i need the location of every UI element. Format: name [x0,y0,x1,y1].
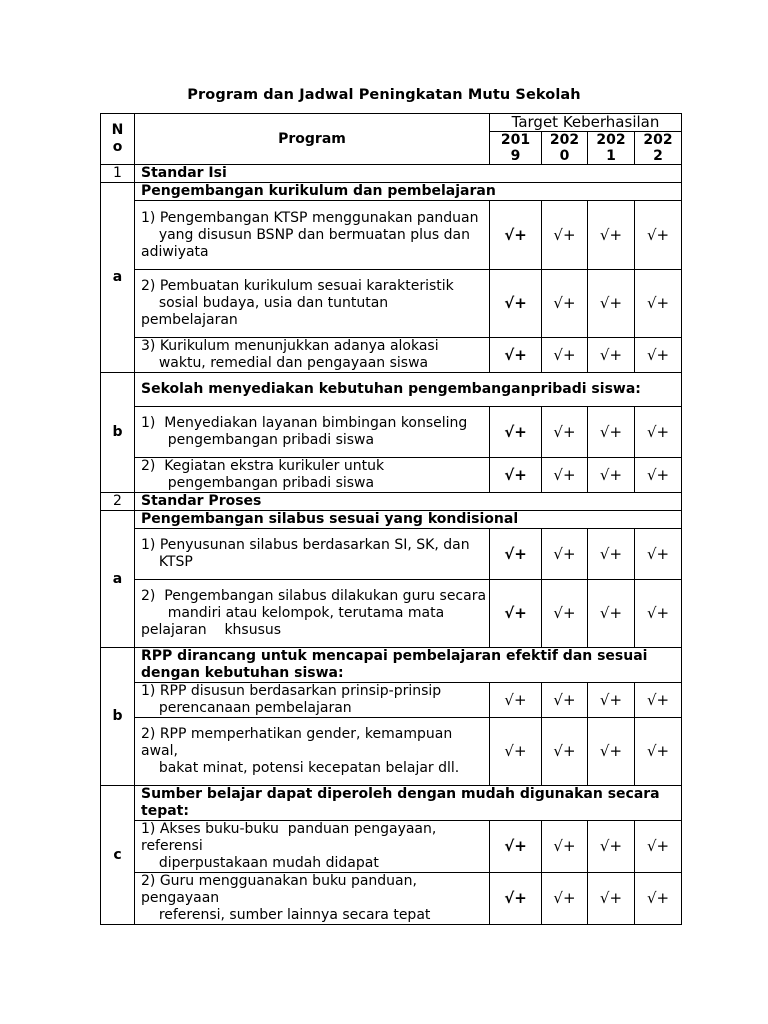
check-2021: √+ [588,580,635,648]
check-2019: √+ [490,873,542,925]
check-2021: √+ [588,270,635,338]
check-2020: √+ [542,407,588,458]
sub-letter: a [101,183,135,373]
check-2021: √+ [588,529,635,580]
check-2022: √+ [635,201,682,270]
header-no: N o [101,114,135,165]
section-number: 2 [101,493,135,511]
check-2022: √+ [635,338,682,373]
check-2020: √+ [542,718,588,786]
header-year-2020: 202 0 [542,132,588,165]
check-2022: √+ [635,718,682,786]
check-2021: √+ [588,683,635,718]
sub-letter: b [101,373,135,493]
check-2019: √+ [490,718,542,786]
check-2022: √+ [635,683,682,718]
check-2019: √+ [490,529,542,580]
program-schedule-table [100,113,682,925]
check-2019: √+ [490,407,542,458]
program-item: 2) Guru mengguanakan buku panduan, pengayaan referensi, sumber lainnya secara tepat [135,873,490,925]
program-item: 2) RPP memperhatikan gender, kemampuan awal, bakat minat, potensi kecepatan belajar dll. [135,718,490,786]
check-2022: √+ [635,270,682,338]
header-year-2021: 202 1 [588,132,635,165]
check-2022: √+ [635,529,682,580]
check-2021: √+ [588,718,635,786]
program-item: 2) Pembuatan kurikulum sesuai karakteristik sosial budaya, usia dan tuntutan pembelajaran [135,270,490,338]
program-item: 3) Kurikulum menunjukkan adanya alokasi waktu, remedial dan pengayaan siswa [135,338,490,373]
check-2019: √+ [490,458,542,493]
check-2021: √+ [588,873,635,925]
check-2020: √+ [542,201,588,270]
check-2021: √+ [588,821,635,873]
program-item: 1) Menyediakan layanan bimbingan konseling pengembangan pribadi siswa [135,407,490,458]
check-2022: √+ [635,458,682,493]
program-item: 1) Akses buku-buku panduan pengayaan, referensi diperpustakaan mudah didapat [135,821,490,873]
sub-heading: RPP dirancang untuk mencapai pembelajaran efektif dan sesuai dengan kebutuhan siswa: [135,648,682,683]
check-2021: √+ [588,458,635,493]
check-2019: √+ [490,683,542,718]
program-item: 2) Kegiatan ekstra kurikuler untuk pengembangan pribadi siswa [135,458,490,493]
sub-letter: a [101,511,135,648]
sub-heading: Sekolah menyediakan kebutuhan pengembanganpribadi siswa: [135,373,682,407]
check-2019: √+ [490,580,542,648]
header-target: Target Keberhasilan [490,114,682,132]
page-title: Program dan Jadwal Peningkatan Mutu Sekolah [187,87,581,103]
check-2020: √+ [542,873,588,925]
header-year-2019: 201 9 [490,132,542,165]
check-2019: √+ [490,338,542,373]
check-2020: √+ [542,683,588,718]
program-item: 1) RPP disusun berdasarkan prinsip-prinsip perencanaan pembelajaran [135,683,490,718]
sub-heading: Sumber belajar dapat diperoleh dengan mudah digunakan secara tepat: [135,786,682,821]
check-2022: √+ [635,407,682,458]
program-item: 2) Pengembangan silabus dilakukan guru secara mandiri atau kelompok, terutama mata pelajaran khsusus [135,580,490,648]
sub-letter: c [101,786,135,925]
check-2021: √+ [588,201,635,270]
check-2020: √+ [542,338,588,373]
check-2021: √+ [588,338,635,373]
check-2022: √+ [635,821,682,873]
sub-heading: Pengembangan silabus sesuai yang kondisional [135,511,682,529]
section-title: Standar Isi [135,165,682,183]
check-2020: √+ [542,580,588,648]
check-2019: √+ [490,821,542,873]
program-item: 1) Penyusunan silabus berdasarkan SI, SK, dan KTSP [135,529,490,580]
check-2020: √+ [542,821,588,873]
check-2022: √+ [635,580,682,648]
check-2020: √+ [542,529,588,580]
check-2019: √+ [490,201,542,270]
section-title: Standar Proses [135,493,682,511]
header-program: Program [135,114,490,165]
check-2022: √+ [635,873,682,925]
header-year-2022: 202 2 [635,132,682,165]
check-2021: √+ [588,407,635,458]
check-2020: √+ [542,270,588,338]
sub-letter: b [101,648,135,786]
sub-heading: Pengembangan kurikulum dan pembelajaran [135,183,682,201]
check-2020: √+ [542,458,588,493]
program-item: 1) Pengembangan KTSP menggunakan panduan yang disusun BSNP dan bermuatan plus dan adiwiyata [135,201,490,270]
check-2019: √+ [490,270,542,338]
section-number: 1 [101,165,135,183]
